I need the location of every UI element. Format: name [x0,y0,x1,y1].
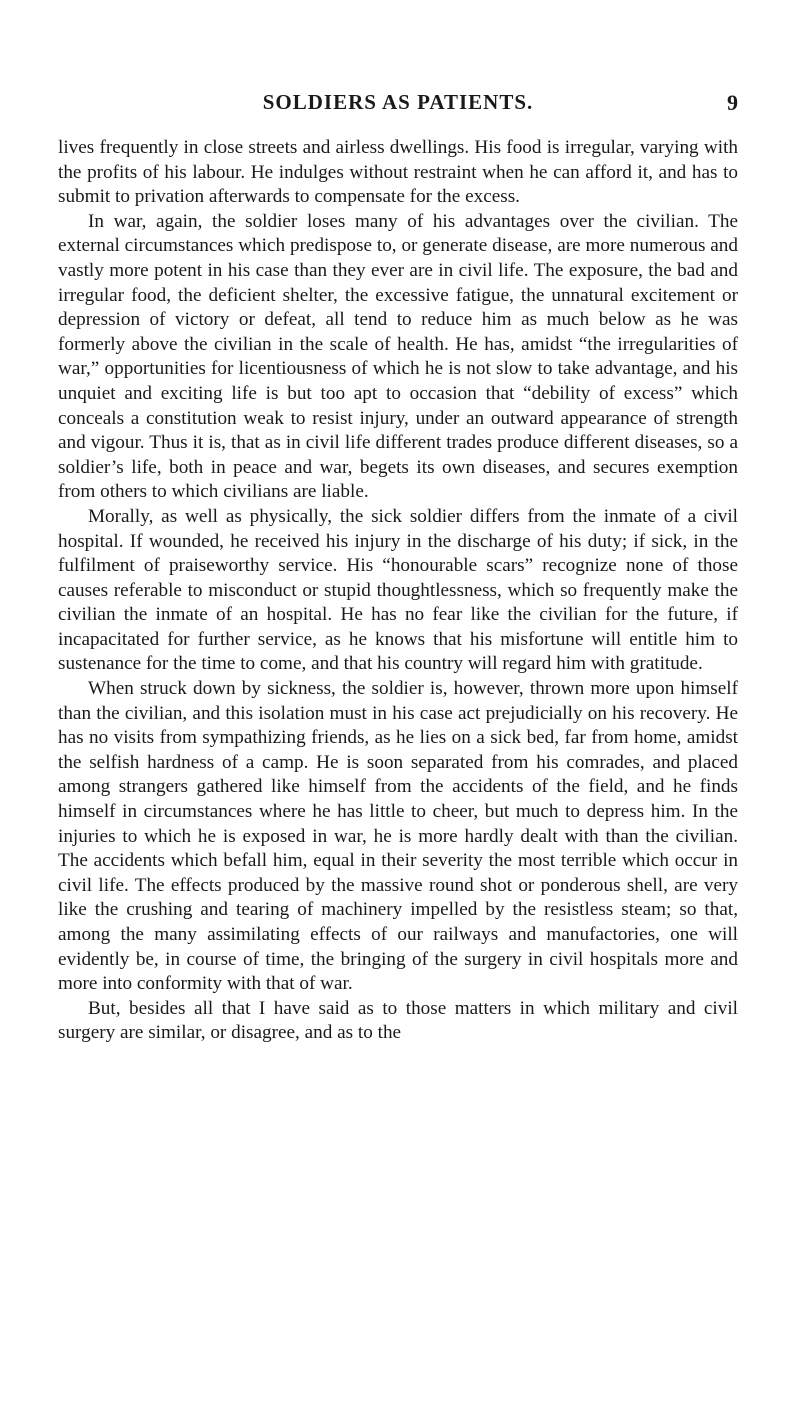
body-text [58,136,738,1046]
paragraph: lives frequently in close streets and airless dwellings. His food is irregular, varying with the profits of his labour. He indulges without restraint when he can afford it, and has to submit to privation afterwards to compensate for the excess. [58,137,738,208]
paragraph: Morally, as well as physically, the sick soldier differs from the inmate of a civil hospital. If wounded, he received his injury in the discharge of his duty; if sick, in the fulfilment of praiseworthy service. His “honourable scars” recognize none of those causes referable to misconduct or stupid thoughtlessness, which so frequently make the civilian the inmate of an hospital. He has no fear like the civilian for the future, if incapacitated for further service, as he knows that his misfortune will entitle him to sustenance for the time to come, and that his country will regard him with gratitude. [58,505,738,675]
running-title: SOLDIERS AS PATIENTS. [262,90,534,114]
paragraph: In war, again, the soldier loses many of his advantages over the civilian. The external circumstances which predispose to, or generate disease, are more numerous and vastly more potent in his case than they ever are in civil life. The exposure, the bad and irregular food, the deficient shelter, the excessive fatigue, the unnatural excitement or depression of victory or defeat, all tend to reduce him as much below as he was formerly above the civilian in the scale of health. He has, amidst “the irregularities of war,” opportunities for licentiousness of which he is not slow to take advantage, and his unquiet and exciting life is but too apt to occasion that “debility of excess” which conceals a constitution weak to resist injury, under an outward appearance of strength and vigour. Thus it is, that as in civil life different trades produce different diseases, so a soldier’s life, both in peace and war, begets its own diseases, and secures exemption from others to which civilians are liable. [58,210,738,503]
paragraph: When struck down by sickness, the soldier is, however, thrown more upon himself than the civilian, and this isolation must in his case act prejudicially on his recovery. He has no visits from sympathizing friends, as he lies on a sick bed, far from home, amidst the selfish hardness of a camp. He is soon separated from his comrades, and placed among strangers gathered like himself from the accidents of the field, and he finds himself in circumstances where he has little to cheer, but much to depress him. In the injuries to which he is exposed in war, he is more hardly dealt with than the civilian. The accidents which befall him, equal in their severity the most terrible which occur in civil life. The effects produced by the massive round shot or ponderous shell, are very like the crushing and tearing of machinery impelled by the resistless steam; so that, among the many assimilating effects of our railways and manufactories, one will evidently be, in course of time, the bringing of the surgery in civil hospitals more and more into conformity with that of war. [58,678,738,995]
page-number: 9 [727,90,738,115]
page-header [58,90,738,120]
paragraph: But, besides all that I have said as to those matters in which military and civil surgery are similar, or disagree, and as to the [58,997,738,1044]
